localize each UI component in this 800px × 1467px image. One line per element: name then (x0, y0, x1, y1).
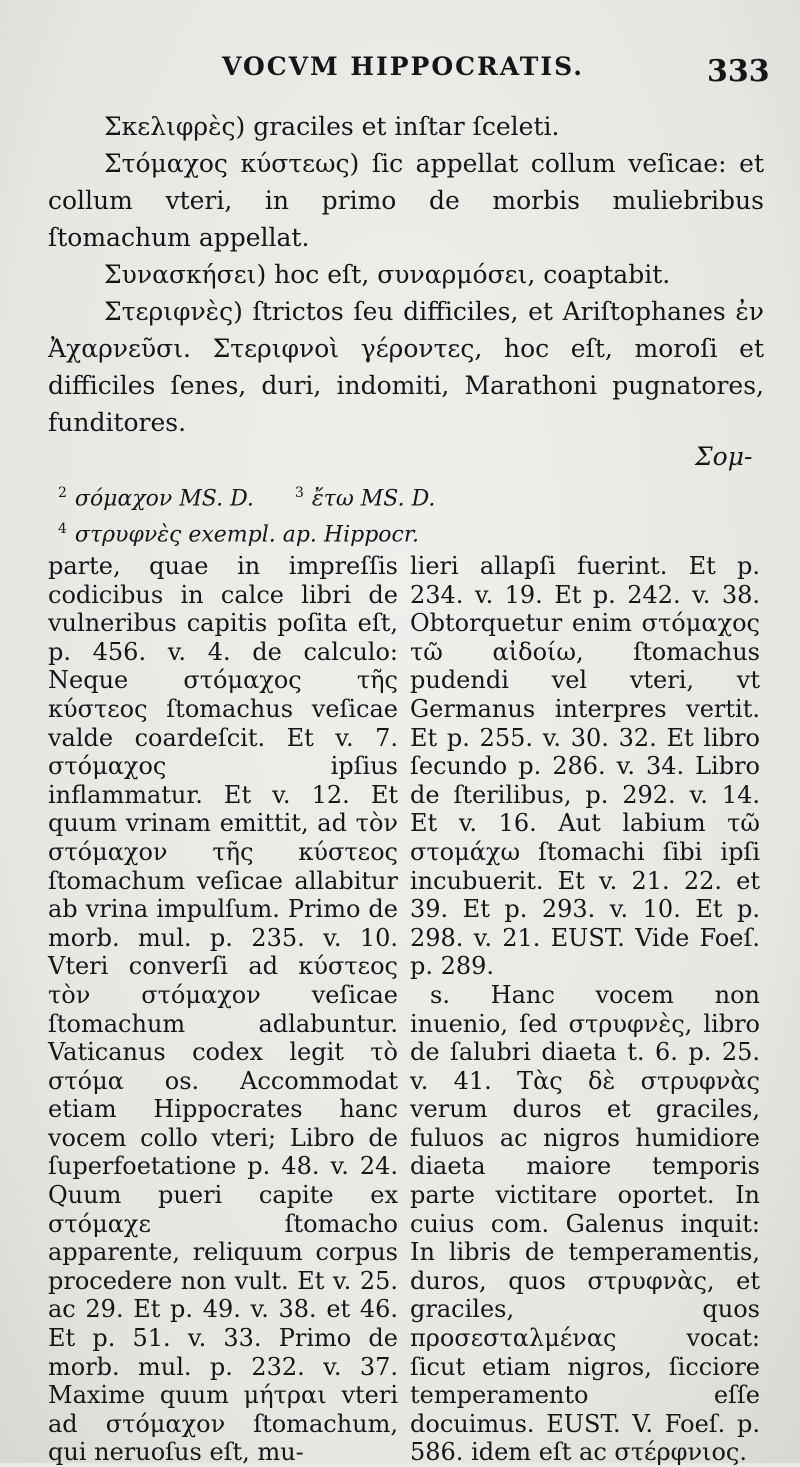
main-text (48, 108, 764, 441)
commentary-paragraph: s. Hanc vocem non inuenio, ſed στρυφνὲς, libro de ſalubri diaeta t. 6. p. 25. v. 41. Τὰς δὲ στρυφνὰς verum duros et graciles, fuluos ac nigros humidiore diaeta maiore temporis parte victitare oportet. In cuius com. Galenus inquit: In libris de temperamentis, duros, quos στρυφνὰς, et graciles, quos προσεσταλμένας vocat: ſicut etiam nigros, ſicciore temperamento eſſe docuimus. EUST. V. Foeſ. p. 586. idem eſt ac στέρφνιος. (410, 980, 760, 1467)
commentary-left-column (48, 552, 398, 1467)
footnote-mark: 2 (58, 485, 67, 501)
commentary-paragraph: lieri allapſi fuerint. Et p. 234. v. 19. Et p. 242. v. 38. Obtorquetur enim στόμαχος τῶ αἰδοίω, ſtomachus pudendi vel vteri, vt Germanus interpres vertit. Et p. 255. v. 30. 32. Et libro ſecundo p. 286. v. 34. Libro de ſterilibus, p. 292. v. 14. Et v. 16. Aut labium τῶ στομάχω ſtomachi ſibi ipſi incubuerit. Et v. 21. 22. et 39. Et p. 293. v. 10. Et p. 298. v. 21. EUST. Vide Foeſ. p. 289. (410, 552, 760, 981)
footnote-text: στρυφνὲς exempl. ap. Hippocr. (74, 522, 419, 548)
entry-synaskesei: Συνασκήσει) hoc eſt, συναρμόσει, coaptabit. (104, 260, 671, 289)
commentary-paragraph: parte, quae in impreſſis codicibus in calce libri de vulneribus capitis poſita eſt, p. 456. v. 4. de calculo: Neque στόμαχος τῆς κύστεος ſtomachus veſicae valde coardeſcit. Et v. 7. στόμαχος ipſius inflammatur. Et v. 12. Et quum vrinam emittit, ad τὸν στόμαχον τῆς κύστεος ſtomachum veſicae allabitur ab vrina impulſum. Primo de morb. mul. p. 235. v. 10. Vteri converſi ad κύστεος τὸν στόμαχον veſicae ſtomachum adlabuntur. Vaticanus codex legit τὸ στόμα os. Accommodat etiam Hippocrates hanc vocem collo vteri; Libro de ſuperfoetatione p. 48. v. 24. Quum pueri capite ex στόμαχε ſtomacho apparente, reliquum corpus procedere non vult. Et v. 25. ac 29. Et p. 49. v. 38. et 46. Et p. 51. v. 33. Primo de morb. mul. p. 232. v. 37. Maxime quum μήτραι vteri ad στόμαχον ſtomachum, qui neruoſus eſt, mu- (48, 552, 398, 1467)
footnote (58, 514, 419, 550)
footnote (295, 478, 435, 514)
commentary-right-column (410, 552, 760, 1467)
footnote-text: σόμαχον MS. D. (74, 486, 254, 512)
footnote-mark: 3 (294, 485, 304, 501)
footnotes (58, 478, 768, 551)
footnote-mark: 4 (58, 521, 67, 538)
entry-steriphnos: Στεριφνὲς) ſtrictos ſeu difficiles, et Ariſtophanes ἐν Ἀχαρνεῦσι. Στεριφνοὶ γέροντες, hoc eſt, moroſi et difficiles ſenes, duri, indomiti, Marathoni pugnatores, funditores. (48, 297, 764, 437)
running-head: VOCVM HIPPOCRATIS. (222, 52, 584, 81)
footnote-text: ἔτω MS. D. (311, 486, 436, 512)
entry-stomachos-kysteos: Στόμαχος κύστεως) ſic appellat collum veſicae: et collum vteri, in primo de morbis muliebribus ſtomachum appellat. (48, 149, 764, 252)
page-number: 333 (707, 54, 770, 89)
catchword: Σομ- (695, 442, 753, 471)
footnote (58, 478, 254, 514)
entry-skeliphros: Σκελιφρὲς) graciles et inſtar ſceleti. (104, 112, 560, 141)
